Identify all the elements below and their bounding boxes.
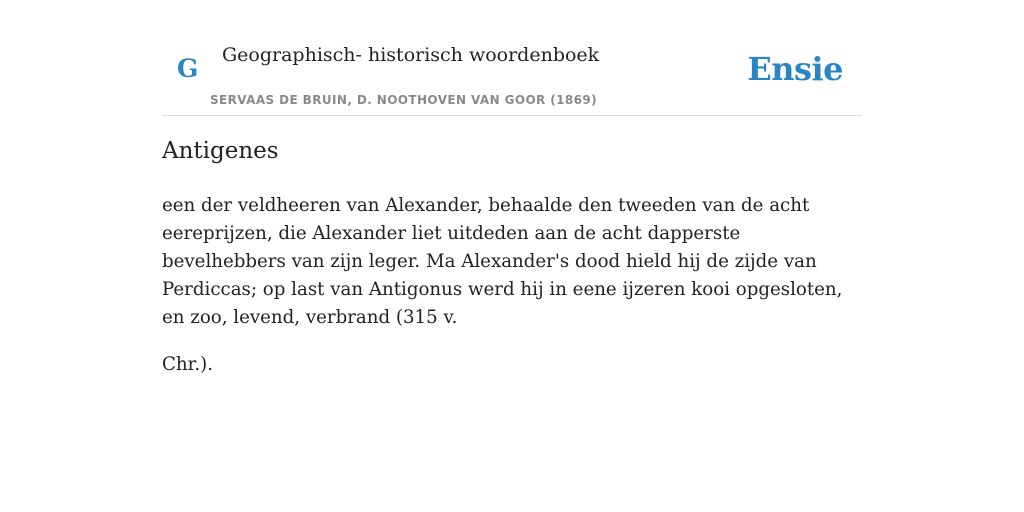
book-title[interactable]: Geographisch- historisch woordenboek <box>222 44 600 66</box>
entry-body <box>162 192 867 398</box>
book-letter-link[interactable]: G <box>177 54 199 83</box>
entry-title: Antigenes <box>162 138 279 164</box>
book-header <box>162 0 862 116</box>
entry-paragraph: Chr.). <box>162 354 213 375</box>
content-container <box>162 0 862 375</box>
book-author: SERVAAS DE BRUIN, D. NOOTHOVEN VAN GOOR (1869) <box>210 93 598 107</box>
entry-paragraph: een der veldheeren van Alexander, behaalde den tweeden van de acht eereprijzen, die Alexander liet uitdeden aan de acht dapperste bevelhebbers van zijn leger. Ma Alexander's dood hield hij de zijde van Perdiccas; op last van Antigonus werd hij in eene ijzeren kooi opgesloten, en zoo, levend, verbrand (315 v. <box>162 195 843 328</box>
ensie-logo-link[interactable]: Ensie <box>747 50 843 88</box>
